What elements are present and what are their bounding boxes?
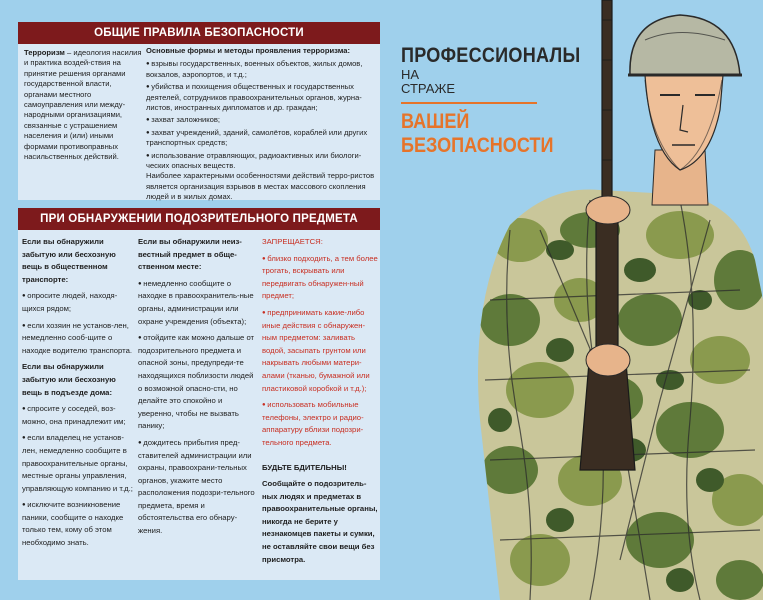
- public-place-column: [138, 236, 256, 542]
- list-item: ● дождитесь прибытия пред-ставителей администрации или охраны, правоохрани-тельных органов, укажите место расположения подозри-тельного предмета, время и обстоятельства его обнару-жения.: [138, 437, 256, 538]
- forms-note: Наиболее характерными особенностями действий терро-ристов является организация взрывов в местах массового скопления людей и в жилых домах.: [146, 171, 375, 202]
- title-vashei: ВАШЕЙ: [401, 110, 470, 133]
- suspicious-object-header: ПРИ ОБНАРУЖЕНИИ ПОДОЗРИТЕЛЬНОГО ПРЕДМЕТА: [18, 208, 380, 230]
- list-item: ● опросите людей, находя-щихся рядом;: [22, 290, 134, 315]
- title-strazhe: СТРАЖЕ: [401, 81, 456, 96]
- helmet: [630, 15, 740, 75]
- list-item: ● если хозяин не установ-лен, немедленно сооб-щите о находке водителю транспорта.: [22, 320, 134, 358]
- forms-item: ● использование отравляющих, радиоактивных или биологи-ческих опасных веществ.: [146, 151, 376, 172]
- forms-item: ● взрывы государственных, военных объектов, жилых домов, вокзалов, аэропортов, и т.д.;: [146, 59, 376, 80]
- forms-item: ● убийства и похищения общественных и государственных деятелей, сотрудников правоохранительных органов, журна-листов, иностранных дипломатов и др. граждан;: [146, 82, 376, 113]
- forms-item: ● захват заложников;: [146, 115, 376, 125]
- terrorism-definition: [24, 48, 142, 162]
- forbidden-column: [262, 236, 378, 570]
- title-bezopasnosti: БЕЗОПАСНОСТИ: [401, 134, 554, 157]
- definition-text: – идеология насилия и практика воздей-ствия на принятие решения органами государственной власти, органами местного самоуправления или между-народными организациями, связанные с устрашением населения и (или) иными формами противоправных насильственных действий.: [24, 48, 142, 162]
- entrance-heading: Если вы обнаружили забытую или бесхозную вещь в подъезде дома:: [22, 362, 116, 397]
- list-item: ● если владелец не установ-лен, немедленно сообщите в правоохранительные органы, местные органы управления, управляющую компанию и т.д.;: [22, 432, 134, 495]
- transport-heading: Если вы обнаружили забытую или бесхозную вещь в общественном транспорте:: [22, 237, 116, 284]
- forbidden-item: ● близко подходить, а тем более трогать, вскрывать или передвигать обнаружен-ный предмет;: [262, 253, 378, 303]
- list-item: ● исключите возникновение паники, сообщите о находке только тем, кому об этом необходимо знать.: [22, 499, 134, 549]
- general-rules-panel: [18, 22, 380, 200]
- list-item: ● отойдите как можно дальше от подозрительного предмета и опасной зоны, предупреди-те находящихся поблизости людей о возможной опасно-сти, но делайте это спокойно и уверенно, чтобы не вызвать панику;: [138, 332, 256, 433]
- soldier-illustration: [440, 0, 763, 600]
- hand-upper: [586, 196, 630, 224]
- forbidden-item: ● использовать мобильные телефоны, электро и радио-аппаратуру вблизи подозри-тельного предмета.: [262, 399, 378, 449]
- title-na: НА: [401, 67, 420, 82]
- title-professionals: ПРОФЕССИОНАЛЫ: [401, 44, 581, 67]
- term-label: Терроризм: [24, 48, 65, 57]
- terrorism-forms: [146, 46, 376, 205]
- hand-lower: [586, 344, 630, 376]
- forms-title: Основные формы и методы проявления терроризма:: [146, 46, 350, 55]
- forbidden-item: ● предпринимать какие-либо иные действия с обнаружен-ным предметом: заливать водой, засыпать грунтом или накрывать любыми матери-алами (тканью, бумажной или пластиковой коробкой и т.д.);: [262, 307, 378, 395]
- public-place-heading: Если вы обнаружили неиз-вестный предмет в обще-ственном месте:: [138, 237, 242, 272]
- list-item: ● спросите у соседей, воз-можно, она принадлежит им;: [22, 403, 134, 428]
- forbidden-title: ЗАПРЕЩАЕТСЯ:: [262, 237, 323, 246]
- suspicious-object-panel: [18, 208, 380, 580]
- transport-column: [22, 236, 134, 554]
- vigilant-title: БУДЬТЕ БДИТЕЛЬНЫ!: [262, 462, 347, 472]
- forms-item: ● захват учреждений, зданий, самолётов, кораблей или других транспортных средств;: [146, 128, 376, 149]
- general-rules-header: ОБЩИЕ ПРАВИЛА БЕЗОПАСНОСТИ: [18, 22, 380, 44]
- vigilant-text: Сообщайте о подозритель-ных людях и предметах в правоохранительные органы, никогда не берите у незнакомцев пакеты и сумки, не оставляйте свои вещи без присмотра.: [262, 479, 378, 564]
- list-item: ● немедленно сообщите о находке в правоохранитель-ные органы, администрации или охране учреждения (объекта);: [138, 278, 256, 328]
